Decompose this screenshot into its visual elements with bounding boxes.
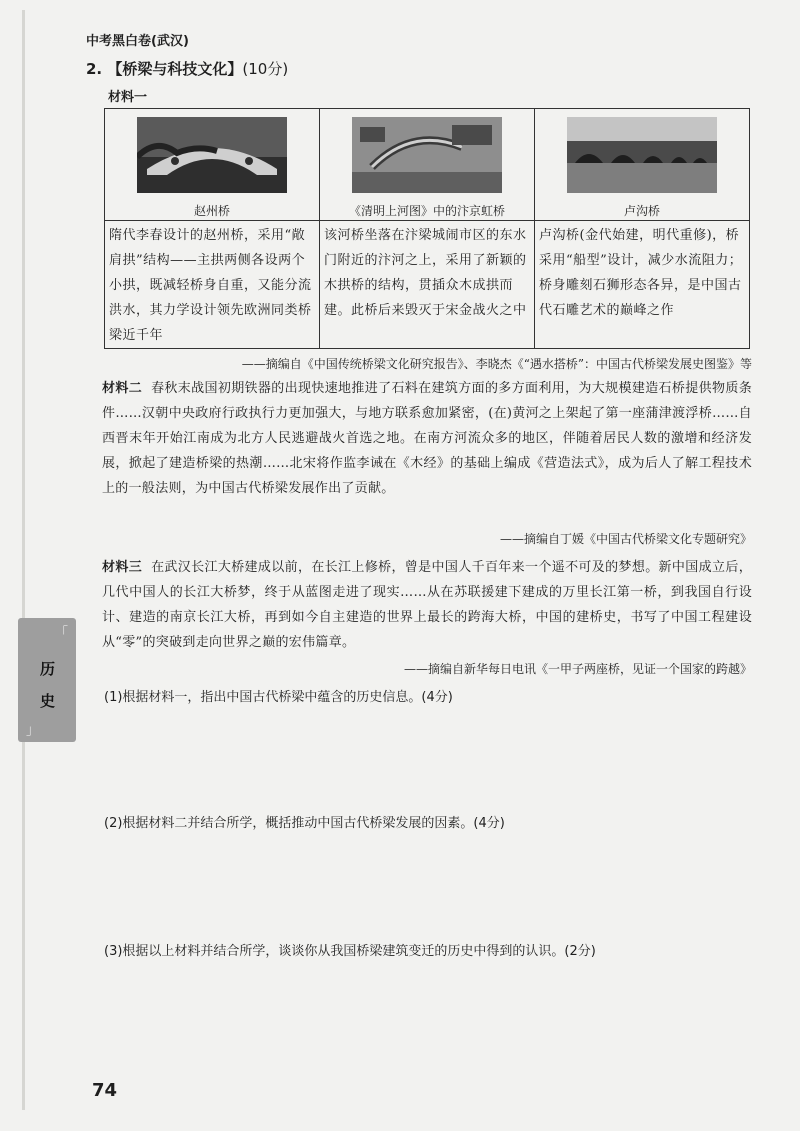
hongqiao-painting xyxy=(352,117,502,193)
bridge-cell-hongqiao xyxy=(320,109,535,221)
bridge-text: 隋代李春设计的赵州桥，采用“敞肩拱”结构——主拱两侧各设两个小拱，既减轻桥身自重，又能分流洪水，其力学设计领先欧洲同类桥梁近千年 xyxy=(105,221,320,349)
bridge-cell-zhaozhou xyxy=(105,109,320,221)
material1-label: 材料一 xyxy=(108,90,148,105)
question-title xyxy=(86,58,288,79)
material3-label: 材料三 xyxy=(102,560,143,575)
question-2: (2)根据材料二并结合所学，概括推动中国古代桥梁发展的因素。(4分) xyxy=(104,816,505,831)
tab-char-1: 历 xyxy=(40,660,56,678)
book-header: 中考黑白卷(武汉) xyxy=(86,34,189,49)
material3-text: 在武汉长江大桥建成以前，在长江上修桥，曾是中国人千百年来一个遥不可及的梦想。新中国成立后，几代中国人的长江大桥梦，终于从蓝图走进了现实……从在苏联援建下建成的万里长江第一桥，到我国自行设计、建造的南京长江大桥，再到如今自主建造的世界上最长的跨海大桥，中国的建桥史，书写了中国工程建设从“零”的突破到走向世界之巅的宏伟篇章。 xyxy=(102,560,752,650)
page-edge xyxy=(22,10,25,1110)
bridge-text: 卢沟桥(金代始建，明代重修)，桥采用“船型”设计，减少水流阻力；桥身雕刻石狮形态各异，是中国古代石雕艺术的巅峰之作 xyxy=(535,221,750,349)
question-tag: 【桥梁与科技文化】 xyxy=(107,60,243,78)
material3-paragraph xyxy=(102,555,752,655)
question-score: (10分) xyxy=(242,60,289,78)
tab-char-2: 史 xyxy=(40,692,56,710)
question-3: (3)根据以上材料并结合所学，谈谈你从我国桥梁建筑变迁的历史中得到的认识。(2分) xyxy=(104,944,596,959)
material2-source: ——摘编自丁媛《中国古代桥梁文化专题研究》 xyxy=(499,532,752,546)
subject-side-tab xyxy=(18,618,76,742)
question-1: (1)根据材料一，指出中国古代桥梁中蕴含的历史信息。(4分) xyxy=(104,690,453,705)
bridge-caption: 《清明上河图》中的汴京虹桥 xyxy=(348,204,505,218)
material1-table xyxy=(104,108,750,349)
question-number: 2. xyxy=(86,60,103,78)
tab-corner-bottom: 」 xyxy=(26,723,40,738)
bridge-cell-lugou xyxy=(535,109,750,221)
bridge-caption: 赵州桥 xyxy=(193,204,230,218)
lugou-bridge-photo xyxy=(567,117,717,193)
material2-label: 材料二 xyxy=(102,381,143,396)
material1-source: ——摘编自《中国传统桥梁文化研究报告》、李晓杰《“遇水搭桥”：中国古代桥梁发展史图鉴》等 xyxy=(241,357,752,371)
material2-paragraph xyxy=(102,376,752,501)
material3-source: ——摘编自新华每日电讯《一甲子两座桥，见证一个国家的跨越》 xyxy=(403,662,752,676)
material2-text: 春秋末战国初期铁器的出现快速地推进了石料在建筑方面的多方面利用，为大规模建造石桥提供物质条件……汉朝中央政府行政执行力更加强大，与地方联系愈加紧密，(在)黄河之上架起了第一座蒲津渡浮桥……自西晋末年开始江南成为北方人民逃避战火首选之地。在南方河流众多的地区，伴随着居民人数的激增和经济发展，掀起了建造桥梁的热潮……北宋将作监李诫在《木经》的基础上编成《营造法式》，成为后人了解工程技术上的一般法则，为中国古代桥梁发展作出了贡献。 xyxy=(102,381,752,496)
page-number: 74 xyxy=(92,1080,118,1101)
bridge-caption: 卢沟桥 xyxy=(623,204,660,218)
tab-corner-top: 「 xyxy=(54,626,68,641)
bridge-text: 该河桥坐落在汴梁城闹市区的东水门附近的汴河之上，采用了新颖的木拱桥的结构，贯插众木成拱而建。此桥后来毁灭于宋金战火之中 xyxy=(320,221,535,349)
zhaozhou-bridge-photo xyxy=(137,117,287,193)
